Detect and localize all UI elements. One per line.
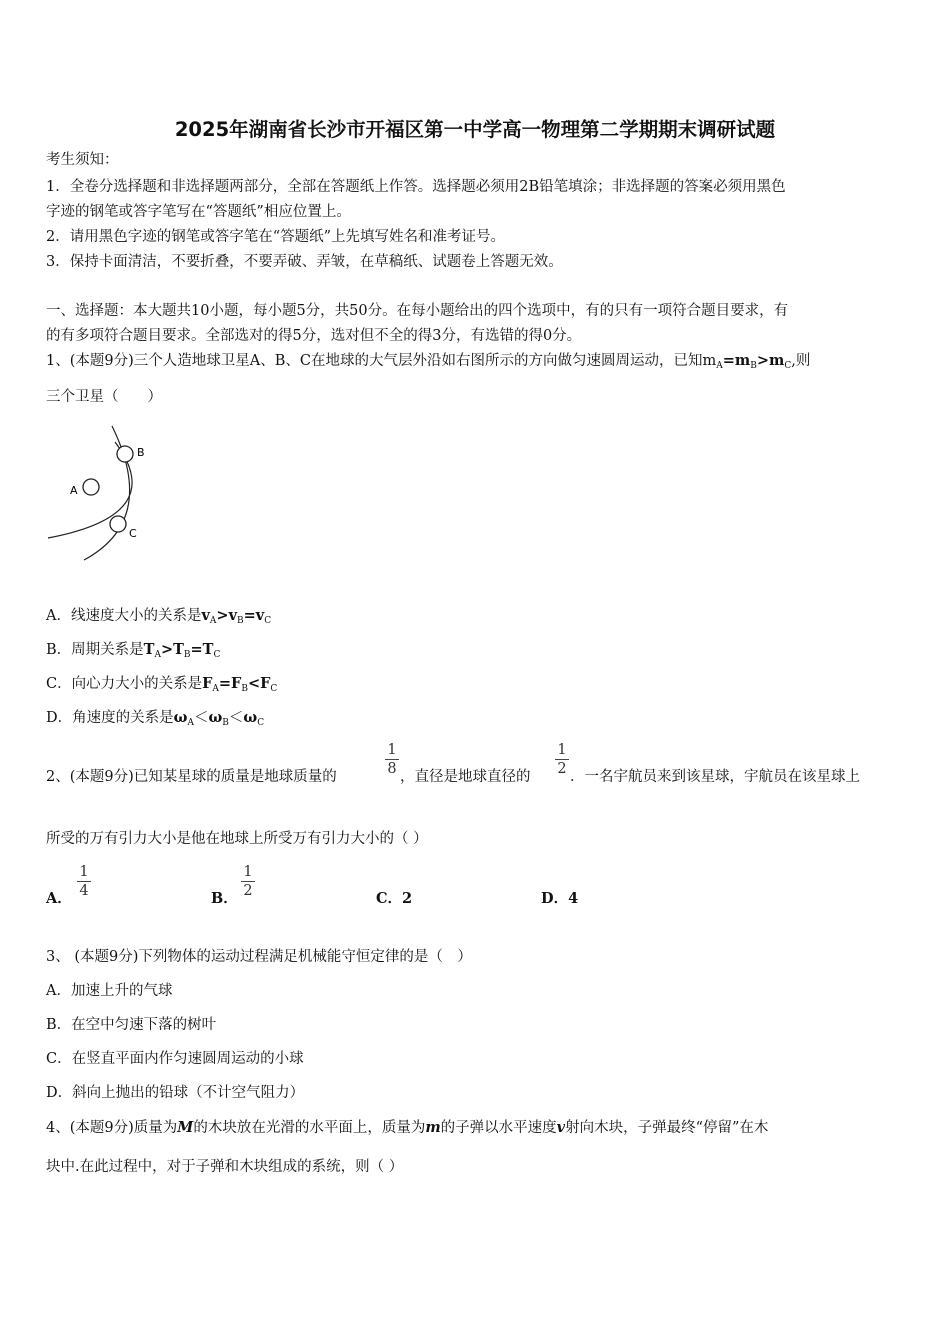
satellite-orbit-figure (40, 420, 160, 565)
section-intro-2: 的有多项符合题目要求。全部选对的得5分，选对但不全的得3分，有选错的得0分。 (46, 328, 582, 344)
q1-option-a: A．线速度大小的关系是$v_A>v_B=v_C$ (46, 607, 272, 626)
q2-stem-line2: 所受的万有引力大小是他在地球上所受万有引力大小的（ ） (46, 831, 428, 847)
q4-stem-line2: 块中.在此过程中，对于子弹和木块组成的系统，则（ ） (46, 1159, 404, 1175)
notice-item-1b: 字迹的钢笔或答字笔写在“答题纸”相应位置上。 (46, 204, 351, 220)
notice-item-2: 2．请用黑色字迹的钢笔或答字笔在“答题纸”上先填写姓名和准考证号。 (46, 229, 506, 245)
label-c: C (129, 527, 137, 540)
q2-option-a-fraction: 1 4 (77, 864, 91, 899)
notice-heading: 考生须知： (46, 152, 119, 168)
section-intro-1: 一、选择题：本大题共10小题，每小题5分，共50分。在每小题给出的四个选项中，有的只有一项符合题目要求，有 (46, 303, 789, 319)
q3-option-b: B．在空中匀速下落的树叶 (46, 1017, 217, 1033)
q2-fraction-diameter: 1 2 (555, 742, 569, 777)
notice-item-1a: 1．全卷分选择题和非选择题两部分，全部在答题纸上作答。选择题必须用2B铅笔填涂；非选择题的答案必须用黑色 (46, 179, 786, 195)
page-title: 2025年湖南省长沙市开福区第一中学高一物理第二学期期末调研试题 (174, 118, 776, 141)
q2-stem-mid: ，直径是地球直径的 (400, 769, 531, 785)
q4-stem-line1: 4、(本题9分)质量为M的木块放在光滑的水平面上，质量为m的子弹以水平速度v射向木块，子弹最终“停留”在木 (46, 1119, 769, 1136)
q1-stem: 1、(本题9分)三个人造地球卫星A、B、C在地球的大气层外沿如右图所示的方向做匀速圆周运动，已知$m_A=m_B>m_C$,则 (46, 352, 811, 371)
q1-option-d: D．角速度的关系是$\omega_A<\omega_B<\omega_C$ (46, 709, 265, 728)
satellite-c (110, 516, 126, 532)
q2-fraction-mass: 1 8 (385, 742, 399, 777)
q1-option-b: B．周期关系是$T_A>T_B=T_C$ (46, 641, 221, 660)
q2-stem-post: ．一名宇航员来到该星球，宇航员在该星球上 (570, 769, 860, 785)
label-b: B (137, 446, 145, 459)
q1-stem-tail: 三个卫星（ ） (46, 389, 162, 405)
q2-option-c: C．2 (376, 890, 413, 907)
label-a: A (70, 484, 78, 497)
q2-option-b-fraction: 1 2 (241, 864, 255, 899)
q1-option-c: C．向心力大小的关系是$F_A=F_B<F_C$ (46, 675, 278, 694)
satellite-a (83, 479, 99, 495)
q3-stem: 3、 (本题9分)下列物体的运动过程满足机械能守恒定律的是（ ） (46, 949, 472, 965)
q2-option-b-label: B． (211, 890, 238, 907)
q2-option-a-label: A． (46, 890, 72, 907)
q2-stem-pre: 2、(本题9分)已知某星球的质量是地球质量的 (46, 769, 337, 785)
q3-option-c: C．在竖直平面内作匀速圆周运动的小球 (46, 1051, 304, 1067)
q2-option-d: D．4 (541, 890, 579, 907)
q3-option-a: A．加速上升的气球 (46, 983, 173, 999)
notice-item-3: 3．保持卡面清洁，不要折叠，不要弄破、弄皱，在草稿纸、试题卷上答题无效。 (46, 254, 563, 270)
q3-option-d: D．斜向上抛出的铅球（不计空气阻力） (46, 1085, 305, 1101)
satellite-b (117, 446, 133, 462)
